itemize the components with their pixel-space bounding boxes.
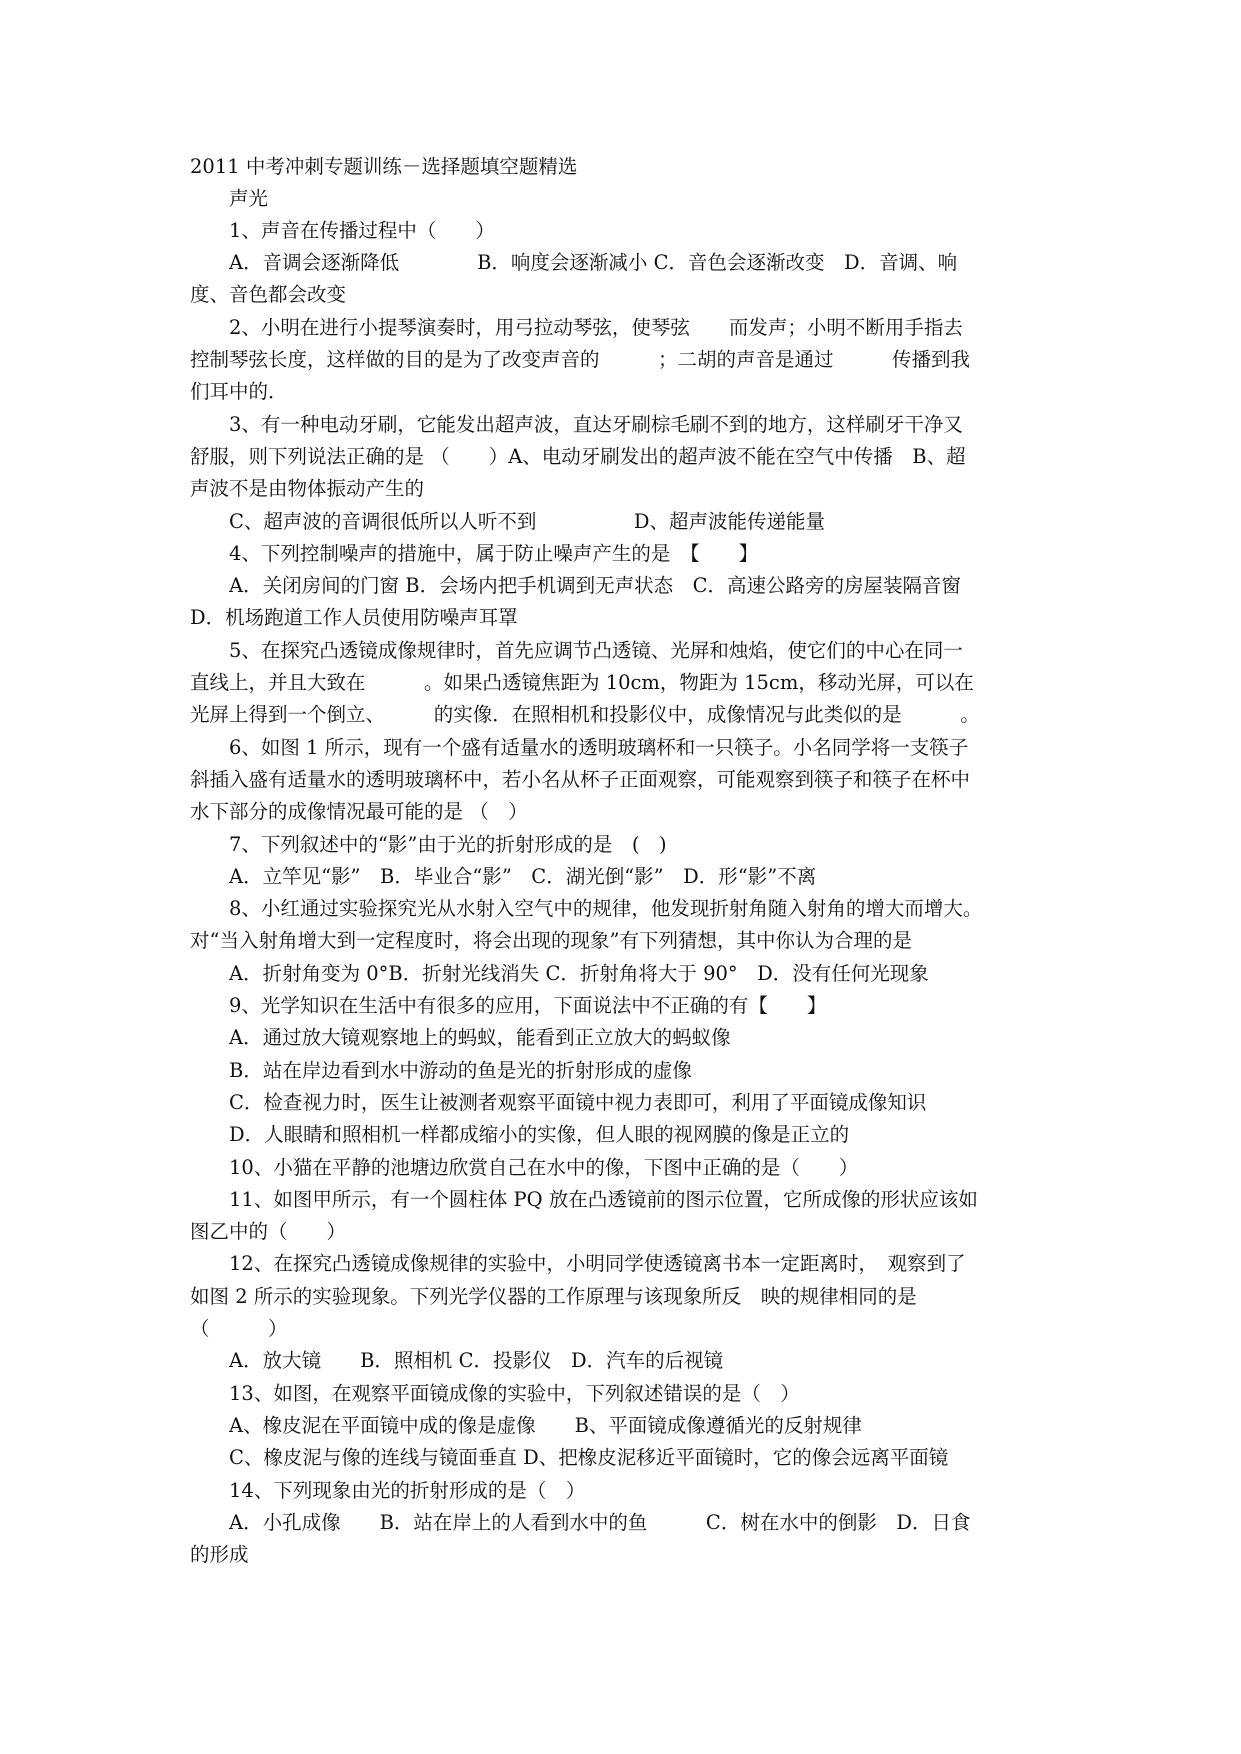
text-line: 7、下列叙述中的“影”由于光的折射形成的是 ( ) (229, 833, 667, 856)
text-line: 4、下列控制噪声的措施中，属于防止噪声产生的是 【 】 (229, 542, 759, 565)
text-line: 度、音色都会改变 (190, 283, 347, 306)
text-line: 如图 2 所示的实验现象。下列光学仪器的工作原理与该现象所反 映的规律相同的是 (190, 1285, 917, 1308)
text-line: 12、在探究凸透镜成像规律的实验中，小明同学使透镜离书本一定距离时， 观察到了 (229, 1252, 966, 1275)
section-heading: 声光 (229, 187, 269, 210)
document-title: 2011 中考冲刺专题训练－选择题填空题精选 (190, 155, 578, 178)
text-line: 图乙中的（ ） (190, 1220, 347, 1243)
text-line: 8、小红通过实验探究光从水射入空气中的规律，他发现折射角随入射角的增大而增大。 (229, 897, 983, 920)
text-line: B．站在岸边看到水中游动的鱼是光的折射形成的虚像 (229, 1059, 692, 1082)
text-line: 的形成 (190, 1543, 249, 1566)
text-line: 14、下列现象由光的折射形成的是（ ） (229, 1479, 586, 1502)
text-line: 舒服，则下列说法正确的是 （ ）A、电动牙刷发出的超声波不能在空气中传播 B、超 (190, 445, 966, 468)
text-line: 声波不是由物体振动产生的 (190, 477, 425, 500)
text-line: 斜插入盛有适量水的透明玻璃杯中，若小名从杯子正面观察，可能观察到筷子和筷子在杯中 (190, 768, 971, 791)
text-line: 5、在探究凸透镜成像规律时，首先应调节凸透镜、光屏和烛焰，使它们的中心在同一 (229, 639, 963, 662)
text-line: A．折射角变为 0°B．折射光线消失 C．折射角将大于 90° D．没有任何光现象 (229, 962, 929, 985)
text-line: 13、如图，在观察平面镜成像的实验中，下列叙述错误的是（ ） (229, 1382, 800, 1405)
text-line: 3、有一种电动牙刷，它能发出超声波，直达牙刷棕毛刷不到的地方，这样刷牙干净又 (229, 413, 963, 436)
text-line: D．人眼睛和照相机一样都成缩小的实像，但人眼的视网膜的像是正立的 (229, 1123, 850, 1146)
text-line: 11、如图甲所示，有一个圆柱体 PQ 放在凸透镜前的图示位置，它所成像的形状应该如 (229, 1188, 978, 1211)
text-line: A、橡皮泥在平面镜中成的像是虚像 B、平面镜成像遵循光的反射规律 (229, 1414, 862, 1437)
text-line: C．检查视力时，医生让被测者观察平面镜中视力表即可，利用了平面镜成像知识 (229, 1091, 927, 1114)
text-line: D．机场跑道工作人员使用防噪声耳罩 (190, 606, 518, 629)
text-line: （ ） (190, 1317, 288, 1340)
text-line: 直线上，并且大致在 。如果凸透镜焦距为 10cm，物距为 15cm，移动光屏，可以在 (190, 671, 974, 694)
text-line: A．立竿见“影” B．毕业合“影” C．湖光倒“影” D．形“影”不离 (229, 865, 817, 888)
text-line: A．通过放大镜观察地上的蚂蚁，能看到正立放大的蚂蚁像 (229, 1026, 731, 1049)
text-line: 9、光学知识在生活中有很多的应用，下面说法中不正确的有【 】 (229, 994, 827, 1017)
text-line: 控制琴弦长度，这样做的目的是为了改变声音的 ；二胡的声音是通过 传播到我 (190, 348, 971, 371)
text-line: 水下部分的成像情况最可能的是 （ ） (190, 800, 528, 823)
text-line: C、超声波的音调很低所以人听不到 D、超声波能传递能量 (229, 510, 826, 533)
text-line: 对“当入射角增大到一定程度时，将会出现的现象”有下列猜想，其中你认为合理的是 (190, 929, 912, 952)
text-line: A．小孔成像 B．站在岸上的人看到水中的鱼 C．树在水中的倒影 D．日食 (229, 1511, 971, 1534)
text-line: A．放大镜 B．照相机 C．投影仪 D．汽车的后视镜 (229, 1349, 724, 1372)
text-line: A．关闭房间的门窗 B．会场内把手机调到无声状态 C．高速公路旁的房屋装隔音窗 (229, 574, 962, 597)
text-line: 2、小明在进行小提琴演奏时，用弓拉动琴弦，使琴弦 而发声；小明不断用手指去 (229, 316, 963, 339)
text-line: 6、如图 1 所示，现有一个盛有适量水的透明玻璃杯和一只筷子。小名同学将一支筷子 (229, 736, 969, 759)
text-line: 1、声音在传播过程中（ ） (229, 219, 495, 242)
text-line: 们耳中的． (190, 380, 288, 403)
text-line: A．音调会逐渐降低 B．响度会逐渐减小 C．音色会逐渐改变 D．音调、响 (229, 251, 958, 274)
text-line: C、橡皮泥与像的连线与镜面垂直 D、把橡皮泥移近平面镜时，它的像会远离平面镜 (229, 1446, 949, 1469)
text-line: 光屏上得到一个倒立、 的实像．在照相机和投影仪中，成像情况与此类似的是 。 (190, 703, 980, 726)
text-line: 10、小猫在平静的池塘边欣赏自己在水中的像，下图中正确的是（ ） (229, 1156, 859, 1179)
